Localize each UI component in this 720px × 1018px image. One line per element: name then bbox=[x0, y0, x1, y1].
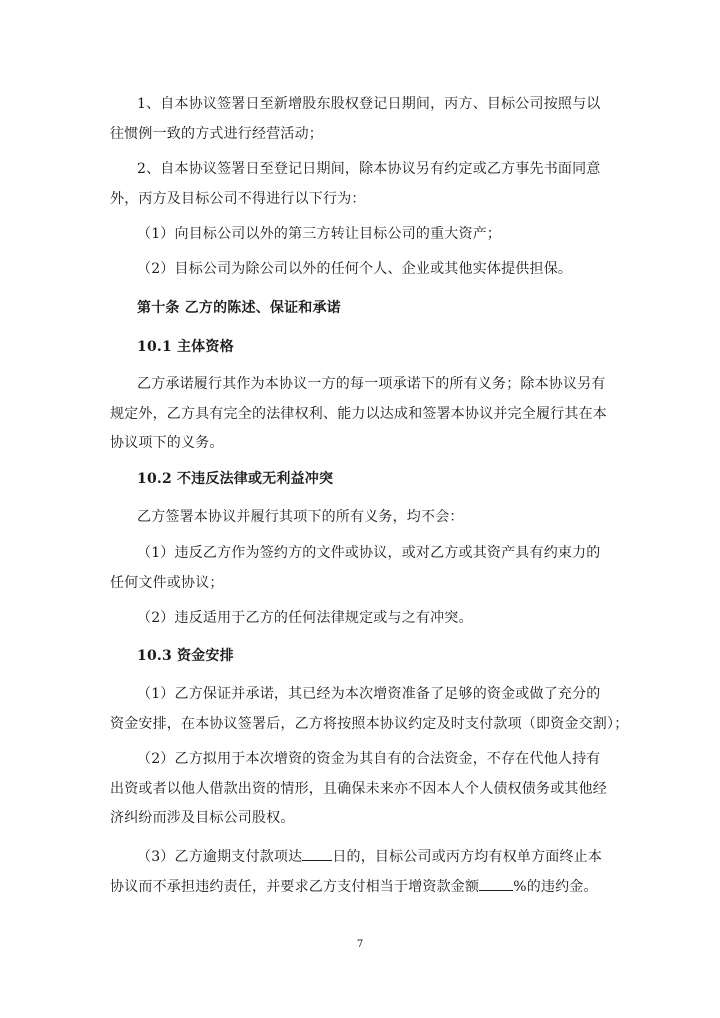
section-10-3-item-1-line-2: 资金安排，在本协议签署后，乙方将按照本协议约定及时支付款项（即资金交割）； bbox=[110, 716, 629, 732]
list-item-2: （2）目标公司为除公司以外的任何个人、企业或其他实体提供担保。 bbox=[137, 261, 573, 277]
page-number: 7 bbox=[356, 939, 364, 950]
section-10-3-item-2-line-3: 济纠纷而涉及目标公司股权。 bbox=[110, 810, 295, 826]
section-10-3-item-3-line-1 bbox=[137, 845, 602, 867]
section-10-2-intro: 乙方签署本协议并履行其项下的所有义务，均不会： bbox=[137, 509, 464, 525]
section-10-1-line-2: 规定外，乙方具有完全的法律权利、能力以达成和签署本协议并完全履行其在本 bbox=[110, 406, 607, 422]
section-10-2-item-2: （2）违反适用于乙方的任何法律规定或与之有冲突。 bbox=[137, 610, 473, 626]
section-10-2-heading: 10.2 不违反法律或无利益冲突 bbox=[137, 471, 334, 487]
article-10-heading: 第十条 乙方的陈述、保证和承诺 bbox=[137, 300, 341, 316]
section-10-3-item-2-line-2: 出资或者以他人借款出资的情形，且确保未来亦不因本人个人债权债务或其他经 bbox=[110, 781, 607, 797]
section-10-2-item-1-line-2: 任何文件或协议； bbox=[110, 575, 224, 591]
section-10-1-heading: 10.1 主体资格 bbox=[137, 339, 234, 355]
section-10-1-line-1: 乙方承诺履行其作为本协议一方的每一项承诺下的所有义务；除本协议另有 bbox=[137, 376, 606, 392]
section-10-2-item-1-line-1: （1）违反乙方作为签约方的文件或协议，或对乙方或其资产具有约束力的 bbox=[137, 545, 601, 561]
section-10-1-line-3: 协议项下的义务。 bbox=[110, 435, 224, 451]
paragraph-2-line-1: 2、自本协议签署日至登记日期间，除本协议另有约定或乙方事先书面同意 bbox=[137, 161, 601, 177]
item-3-text-a: （3）乙方逾期支付款项达 bbox=[137, 849, 303, 865]
paragraph-1-line-2: 往惯例一致的方式进行经营活动； bbox=[110, 126, 323, 142]
item-3-text-d: %的违约金。 bbox=[513, 879, 598, 895]
section-10-3-heading: 10.3 资金安排 bbox=[137, 648, 234, 664]
paragraph-1-line-1: 1、自本协议签署日至新增股东股权登记日期间，丙方、目标公司按照与以 bbox=[137, 96, 601, 112]
list-item-1: （1）向目标公司以外的第三方转让目标公司的重大资产； bbox=[137, 226, 502, 242]
item-3-text-b: 日的，目标公司或丙方均有权单方面终止本 bbox=[332, 849, 603, 865]
section-10-3-item-2-line-1: （2）乙方拟用于本次增资的资金为其自有的合法资金，不存在代他人持有 bbox=[137, 751, 601, 767]
section-10-3-item-3-line-2 bbox=[110, 875, 598, 897]
item-3-text-c: 协议而不承担违约责任，并要求乙方支付相当于增资款金额 bbox=[110, 879, 480, 895]
percent-blank-field bbox=[479, 875, 513, 891]
paragraph-2-line-2: 外，丙方及目标公司不得进行以下行为： bbox=[110, 191, 366, 207]
days-blank-field bbox=[302, 845, 332, 861]
section-10-3-item-1-line-1: （1）乙方保证并承诺，其已经为本次增资准备了足够的资金或做了充分的 bbox=[137, 686, 601, 702]
